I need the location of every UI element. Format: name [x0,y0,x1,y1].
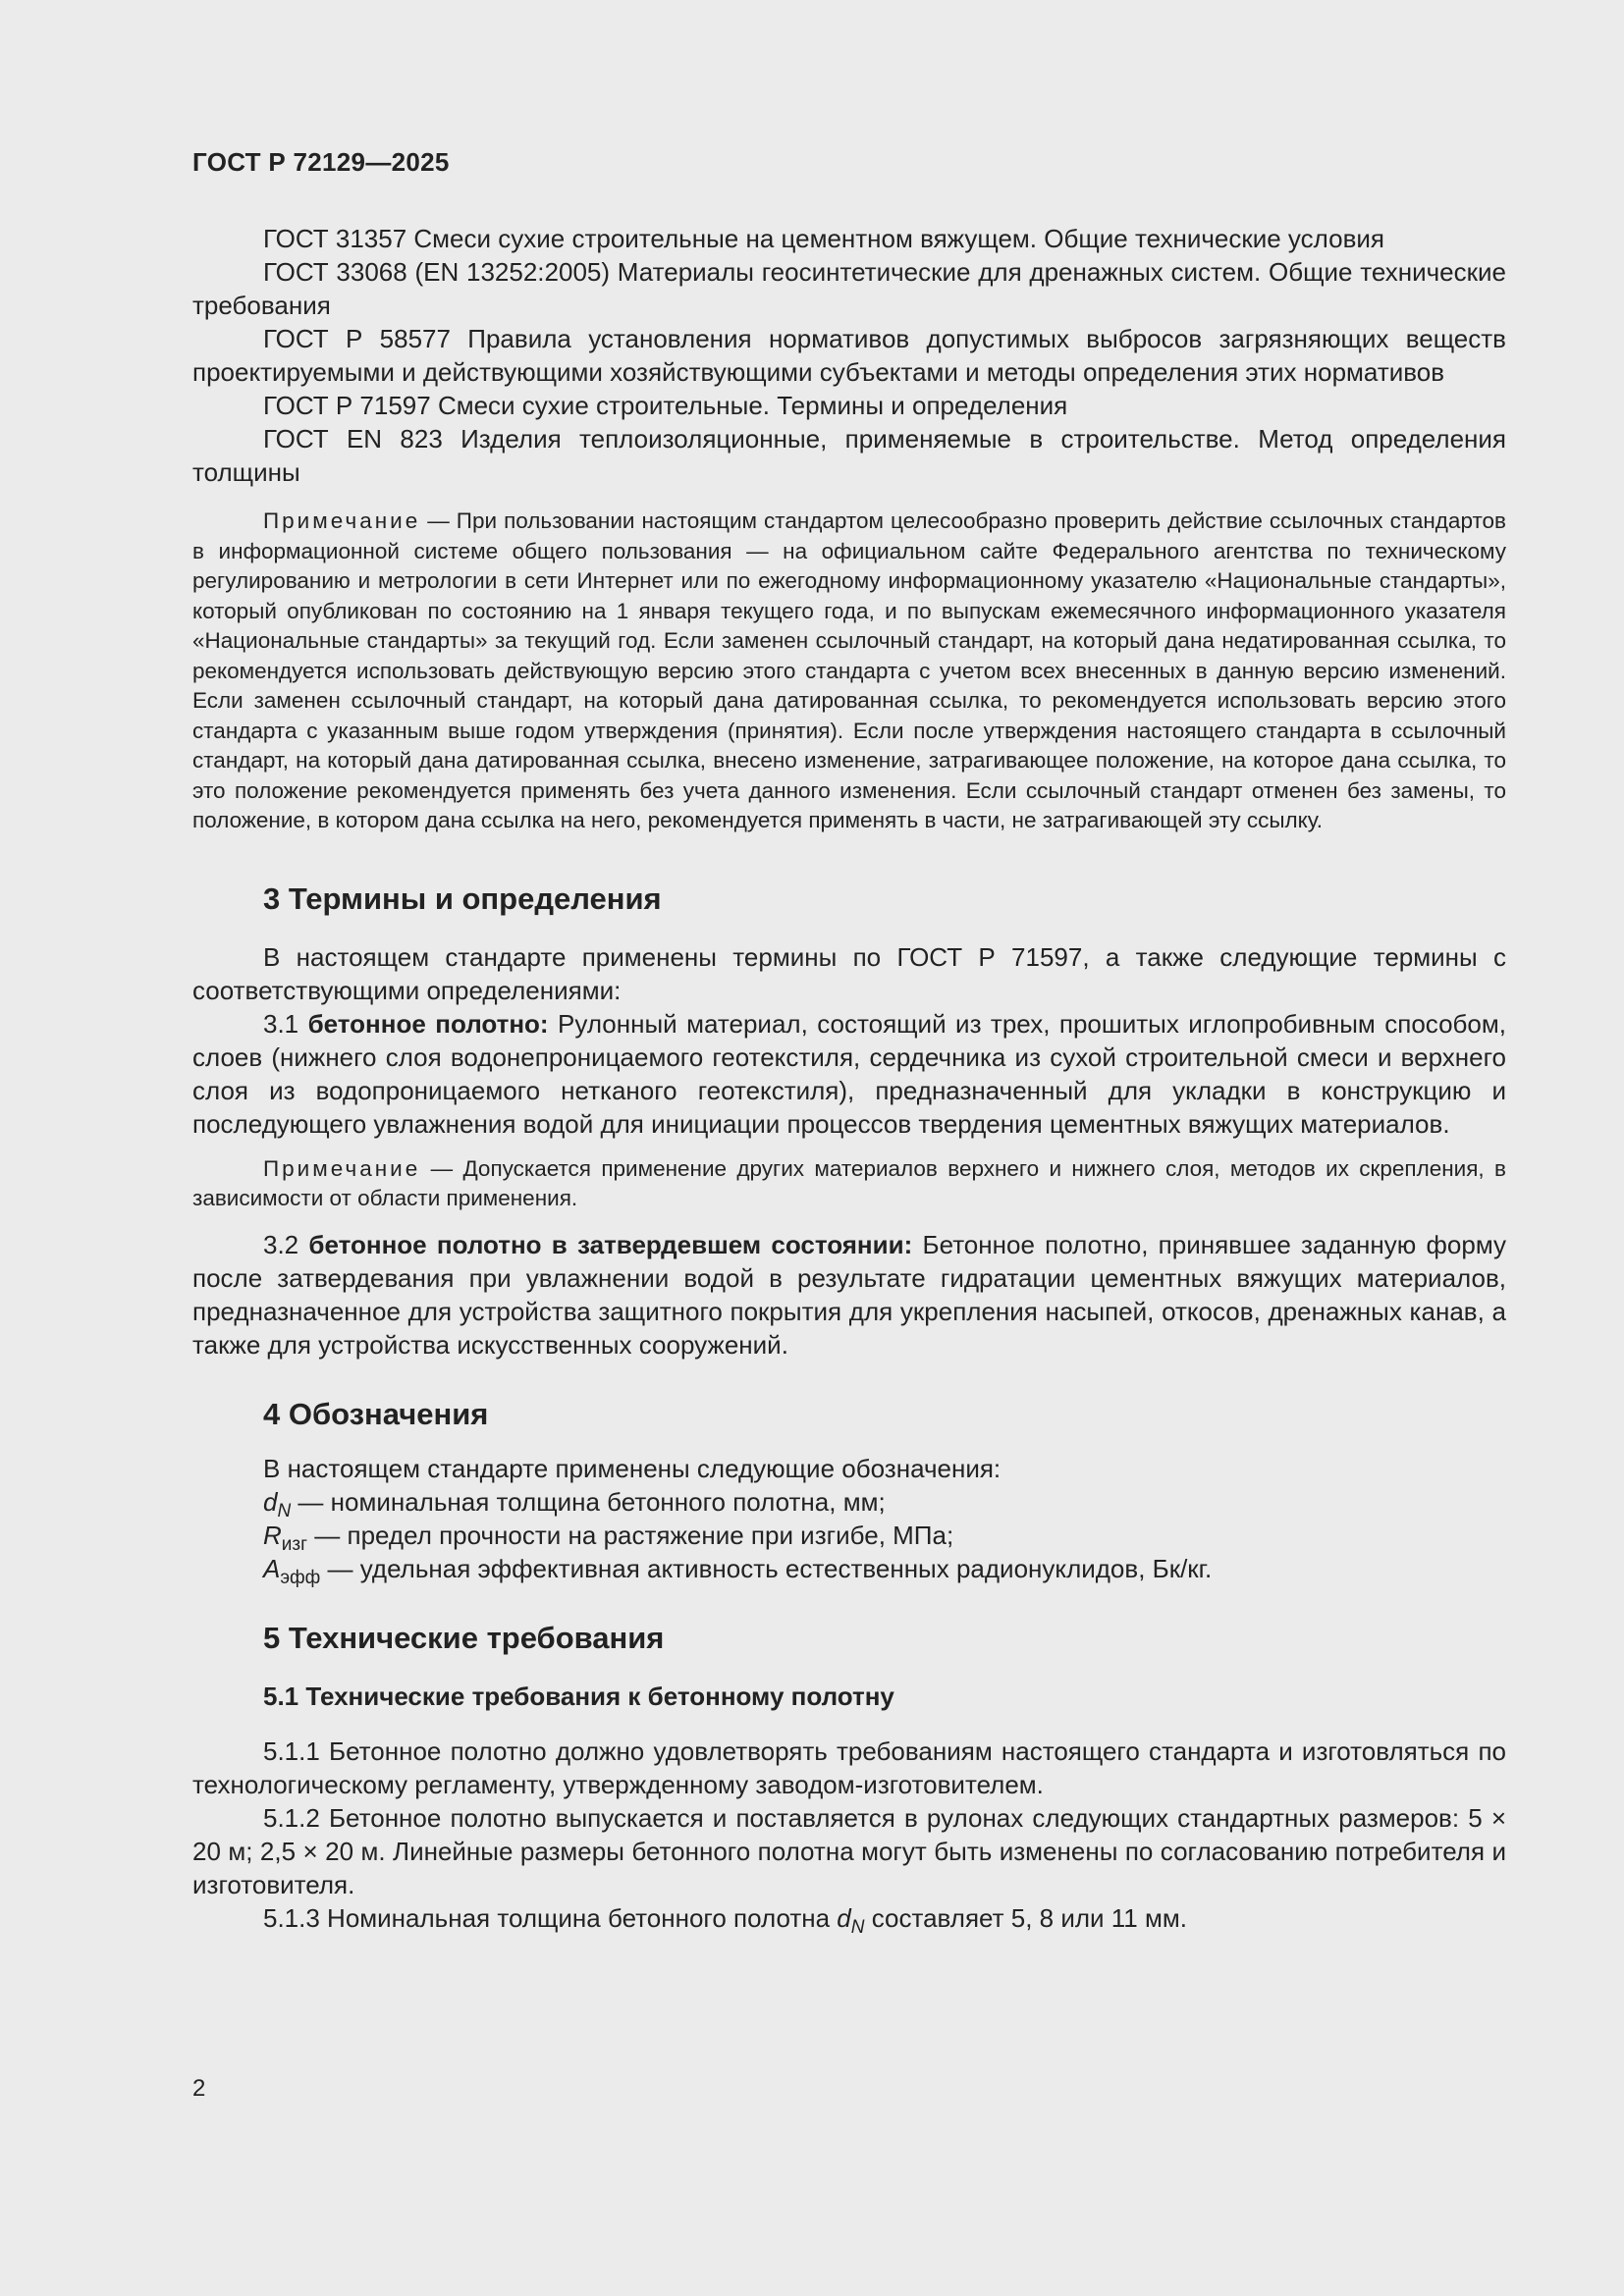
note-label: Примечание [263,508,421,533]
term-name: бетонное полотно в затвердевшем состоянии: [308,1229,913,1259]
note-label: Примечание [263,1155,421,1181]
reference-item: ГОСТ 33068 (EN 13252:2005) Материалы геосинтетические для дренажных систем. Общие технические требования [192,257,1506,320]
term-number: 3.1 [263,1008,299,1039]
subsection-5-1-title: 5.1 Технические требования к бетонному полотну [263,1681,894,1711]
term-definition: Бетонное полотно, принявшее заданную форму после затвердевания при увлажнении водой в результате гидратации цементных вяжущих материалов, предназначенное для устройства защитного покрытия для укрепления насыпей, откосов, дренажных канав, а также для устройства искусственных сооружений. [192,1229,1506,1360]
symbol-item [192,1552,1506,1588]
note-term-3-1 [192,1154,1506,1214]
symbol: d [837,1902,851,1933]
clause-5-1-3 [192,1901,1506,1938]
symbol-description: — удельная эффективная активность естественных радионуклидов, Бк/кг. [320,1553,1213,1583]
symbol: R [263,1520,282,1550]
note-text: — При пользовании настоящим стандартом целесообразно проверить действие ссылочных стандартов в информационной системе общего пользования — на официальном сайте Федерального агентства по техническому регулированию и метрологии в сети Интернет или по ежегодному информационному указателю «Национальные стандарты», который опубликован по состоянию на 1 января текущего года, и по выпускам ежемесячного информационного указателя «Национальные стандарты» за текущий год. Если заменен ссылочный стандарт, на который дана недатированная ссылка, то рекомендуется использовать действующую версию этого стандарта с учетом всех внесенных в данную версию изменений. Если заменен ссылочный стандарт, на который дана датированная ссылка, то рекомендуется использовать версию этого стандарта с указанным выше годом утверждения (принятия). Если после утверждения настоящего стандарта в ссылочный стандарт, на который дана датированная ссылка, внесено изменение, затрагивающее положение, на которое дана ссылка, то это положение рекомендуется применять без учета данного изменения. Если ссылочный стандарт отменен без замены, то положение, в котором дана ссылка на него, рекомендуется применять в части, не затрагивающей эту ссылку. [192,508,1506,832]
references-list [192,222,1506,489]
term-definition: Рулонный материал, состоящий из трех, прошитых иглопробивным способом, слоев (нижнего слоя водонепроницаемого геотекстиля, сердечника из сухой строительной смеси и верхнего слоя из водопроницаемого нетканого геотекстиля), предназначенный для укладки в конструкцию и последующего увлажнения водой для инициации процессов твердения цементных вяжущих материалов. [192,1008,1506,1139]
symbol: d [263,1486,278,1517]
term-3-1 [192,1007,1506,1141]
section-5-title: 5 Технические требования [263,1620,665,1655]
symbol-subscript: изг [281,1533,308,1555]
document-header: ГОСТ Р 72129—2025 [192,147,450,177]
symbol-item [192,1519,1506,1555]
symbol-subscript: эфф [280,1567,321,1588]
note-references [192,507,1506,836]
clause-5-1-1: 5.1.1 Бетонное полотно должно удовлетворять требованиям настоящего стандарта и изготовляться по технологическому регламенту, утвержденному заводом-изготовителем. [192,1735,1506,1799]
clause-text: составляет 5, 8 или 11 мм. [864,1902,1187,1933]
term-3-2 [192,1228,1506,1362]
note-text: — Допускается применение других материалов верхнего и нижнего слоя, методов их скрепления, в зависимости от области применения. [192,1155,1506,1210]
symbol-description: — предел прочности на растяжение при изгибе, МПа; [307,1520,954,1550]
term-number: 3.2 [263,1229,299,1259]
reference-item: ГОСТ 31357 Смеси сухие строительные на цементном вяжущем. Общие технические условия [263,224,1384,253]
clause-5-1-2: 5.1.2 Бетонное полотно выпускается и поставляется в рулонах следующих стандартных размеров: 5 × 20 м; 2,5 × 20 м. Линейные размеры бетонного полотна могут быть изменены по согласованию потребителя и изготовителя. [192,1802,1506,1899]
reference-item: ГОСТ Р 71597 Смеси сухие строительные. Термины и определения [263,391,1068,420]
section-4-title: 4 Обозначения [263,1396,489,1431]
symbol: A [263,1553,281,1583]
section-4-intro: В настоящем стандарте применены следующие обозначения: [263,1453,1001,1483]
section-3-title: 3 Термины и определения [263,881,662,916]
term-name: бетонное полотно: [307,1008,549,1039]
page-number: 2 [192,2075,206,2102]
document-body [192,222,1506,1938]
reference-item: ГОСТ EN 823 Изделия теплоизоляционные, применяемые в строительстве. Метод определения толщины [192,424,1506,487]
symbol-item [192,1485,1506,1522]
section-3-intro: В настоящем стандарте применены термины по ГОСТ Р 71597, а также следующие термины с соответствующими определениями: [192,941,1506,1005]
clause-text: 5.1.3 Номинальная толщина бетонного полотна [263,1902,838,1933]
symbol-subscript: N [850,1916,865,1938]
reference-item: ГОСТ Р 58577 Правила установления нормативов допустимых выбросов загрязняющих веществ проектируемыми и действующими хозяйствующими субъектами и методы определения этих нормативов [192,324,1506,387]
symbol-description: — номинальная толщина бетонного полотна, мм; [291,1486,886,1517]
symbol-subscript: N [277,1500,292,1522]
